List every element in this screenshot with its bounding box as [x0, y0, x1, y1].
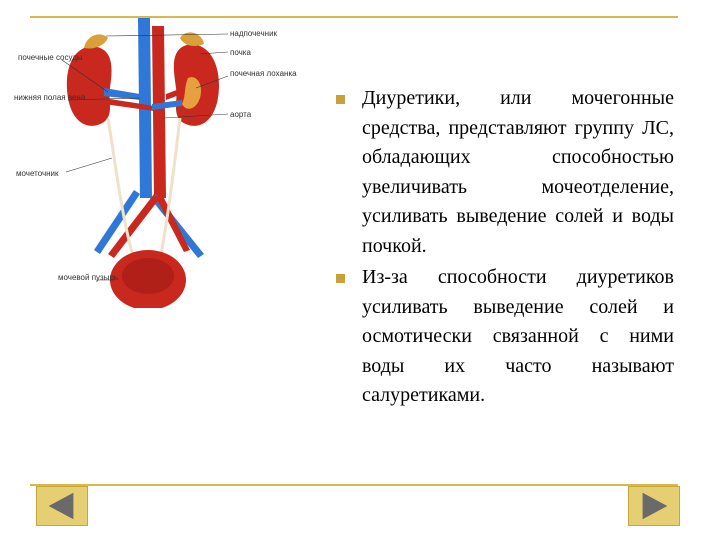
- bullet-text-1: Диуретики, или мочегонные средства, представляют группу ЛС, обладающих способностью увеличивать мочеотделение, усиливать выведение солей и воды почкой.: [362, 87, 674, 257]
- label-ivc: нижняя полая вена: [14, 93, 86, 102]
- next-slide-button[interactable]: [628, 486, 680, 526]
- bullet-item-diuretics: [332, 84, 674, 261]
- bullet-text-2: Из-за способности диуретиков усиливать выведение солей и осмотически связанной с ними воды их часто называют салуретиками.: [362, 266, 674, 406]
- previous-slide-button[interactable]: [36, 486, 88, 526]
- aorta-vessel: [152, 26, 166, 198]
- left-adrenal: [84, 34, 108, 48]
- triangle-left-icon: [37, 487, 87, 525]
- label-renal-vessels: почечные сосуды: [18, 53, 83, 62]
- triangle-right-icon: [629, 487, 679, 525]
- label-bladder: мочевой пузырь: [58, 273, 119, 282]
- label-adrenal: надпочечник: [230, 29, 278, 38]
- label-kidney: почка: [230, 48, 251, 57]
- bullet-square-icon: [336, 274, 345, 283]
- bottom-divider: [30, 484, 678, 486]
- bullet-list: [332, 84, 674, 413]
- bullet-item-saluretics: [332, 263, 674, 411]
- label-renal-pelvis: почечная лоханка: [230, 69, 297, 78]
- bullet-square-icon: [336, 95, 345, 104]
- label-aorta: аорта: [230, 110, 252, 119]
- label-ureter: мочеточник: [16, 169, 59, 178]
- urinary-system-illustration: [0, 18, 300, 308]
